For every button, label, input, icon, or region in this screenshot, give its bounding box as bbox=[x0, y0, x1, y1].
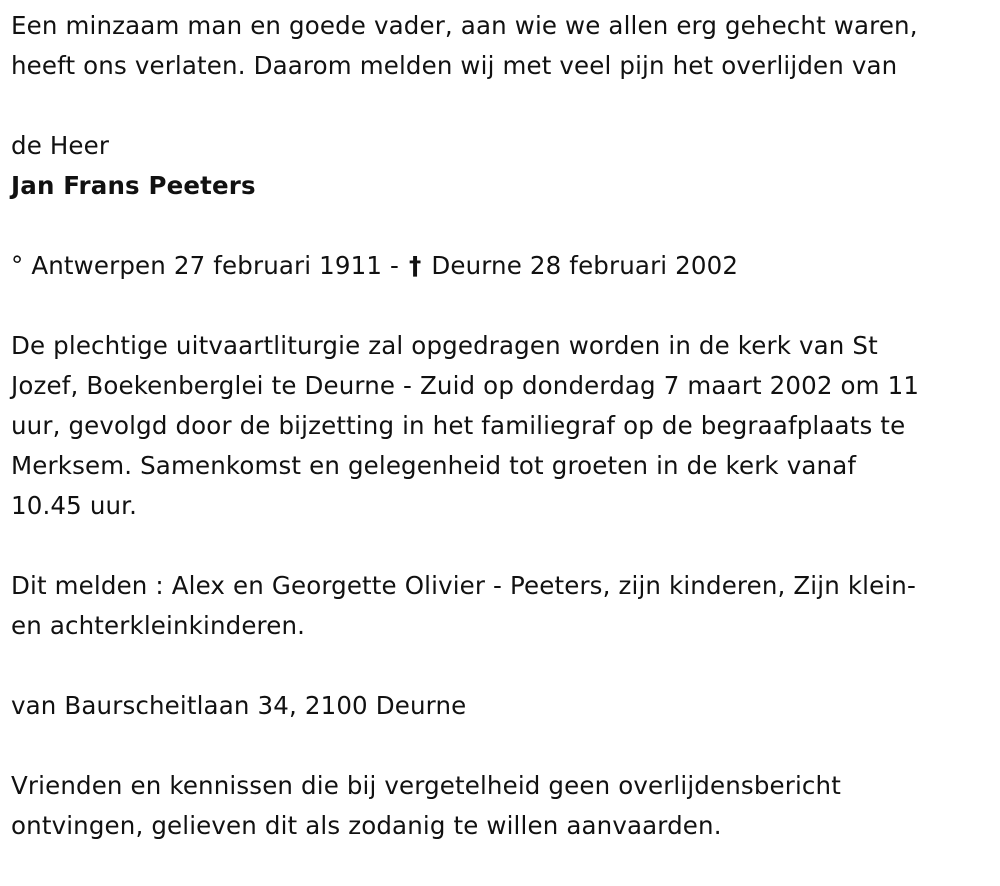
liturgy-paragraph bbox=[11, 326, 991, 526]
announcers-paragraph bbox=[11, 566, 991, 646]
liturgy-line-3: uur, gevolgd door de bijzetting in het familiegraf op de begraafplaats te bbox=[11, 411, 906, 440]
cross-icon: † bbox=[408, 251, 422, 280]
announcers-line-2: en achterkleinkinderen. bbox=[11, 611, 306, 640]
honorific-label: de Heer bbox=[11, 131, 110, 160]
closing-line-1: Vrienden en kennissen die bij vergetelheid geen overlijdensbericht bbox=[11, 771, 841, 800]
address-line: van Baurscheitlaan 34, 2100 Deurne bbox=[11, 691, 467, 720]
birth-text: ° Antwerpen 27 februari 1911 - bbox=[11, 251, 400, 280]
liturgy-line-5: 10.45 uur. bbox=[11, 491, 138, 520]
announcers-line-1: Dit melden : Alex en Georgette Olivier - Peeters, zijn kinderen, Zijn klein- bbox=[11, 571, 916, 600]
liturgy-line-4: Merksem. Samenkomst en gelegenheid tot groeten in de kerk vanaf bbox=[11, 451, 857, 480]
intro-line-1: Een minzaam man en goede vader, aan wie we allen erg gehecht waren, bbox=[11, 11, 918, 40]
closing-line-2: ontvingen, gelieven dit als zodanig te willen aanvaarden. bbox=[11, 811, 722, 840]
intro-paragraph bbox=[11, 6, 991, 86]
intro-line-2: heeft ons verlaten. Daarom melden wij met veel pijn het overlijden van bbox=[11, 51, 898, 80]
liturgy-line-2: Jozef, Boekenberglei te Deurne - Zuid op donderdag 7 maart 2002 om 11 bbox=[11, 371, 920, 400]
deceased-name: Jan Frans Peeters bbox=[11, 171, 256, 200]
closing-paragraph bbox=[11, 766, 991, 846]
death-text: Deurne 28 februari 2002 bbox=[431, 251, 739, 280]
obituary-notice bbox=[11, 0, 991, 886]
liturgy-line-1: De plechtige uitvaartliturgie zal opgedragen worden in de kerk van St bbox=[11, 331, 878, 360]
birth-death-dates bbox=[11, 246, 991, 286]
